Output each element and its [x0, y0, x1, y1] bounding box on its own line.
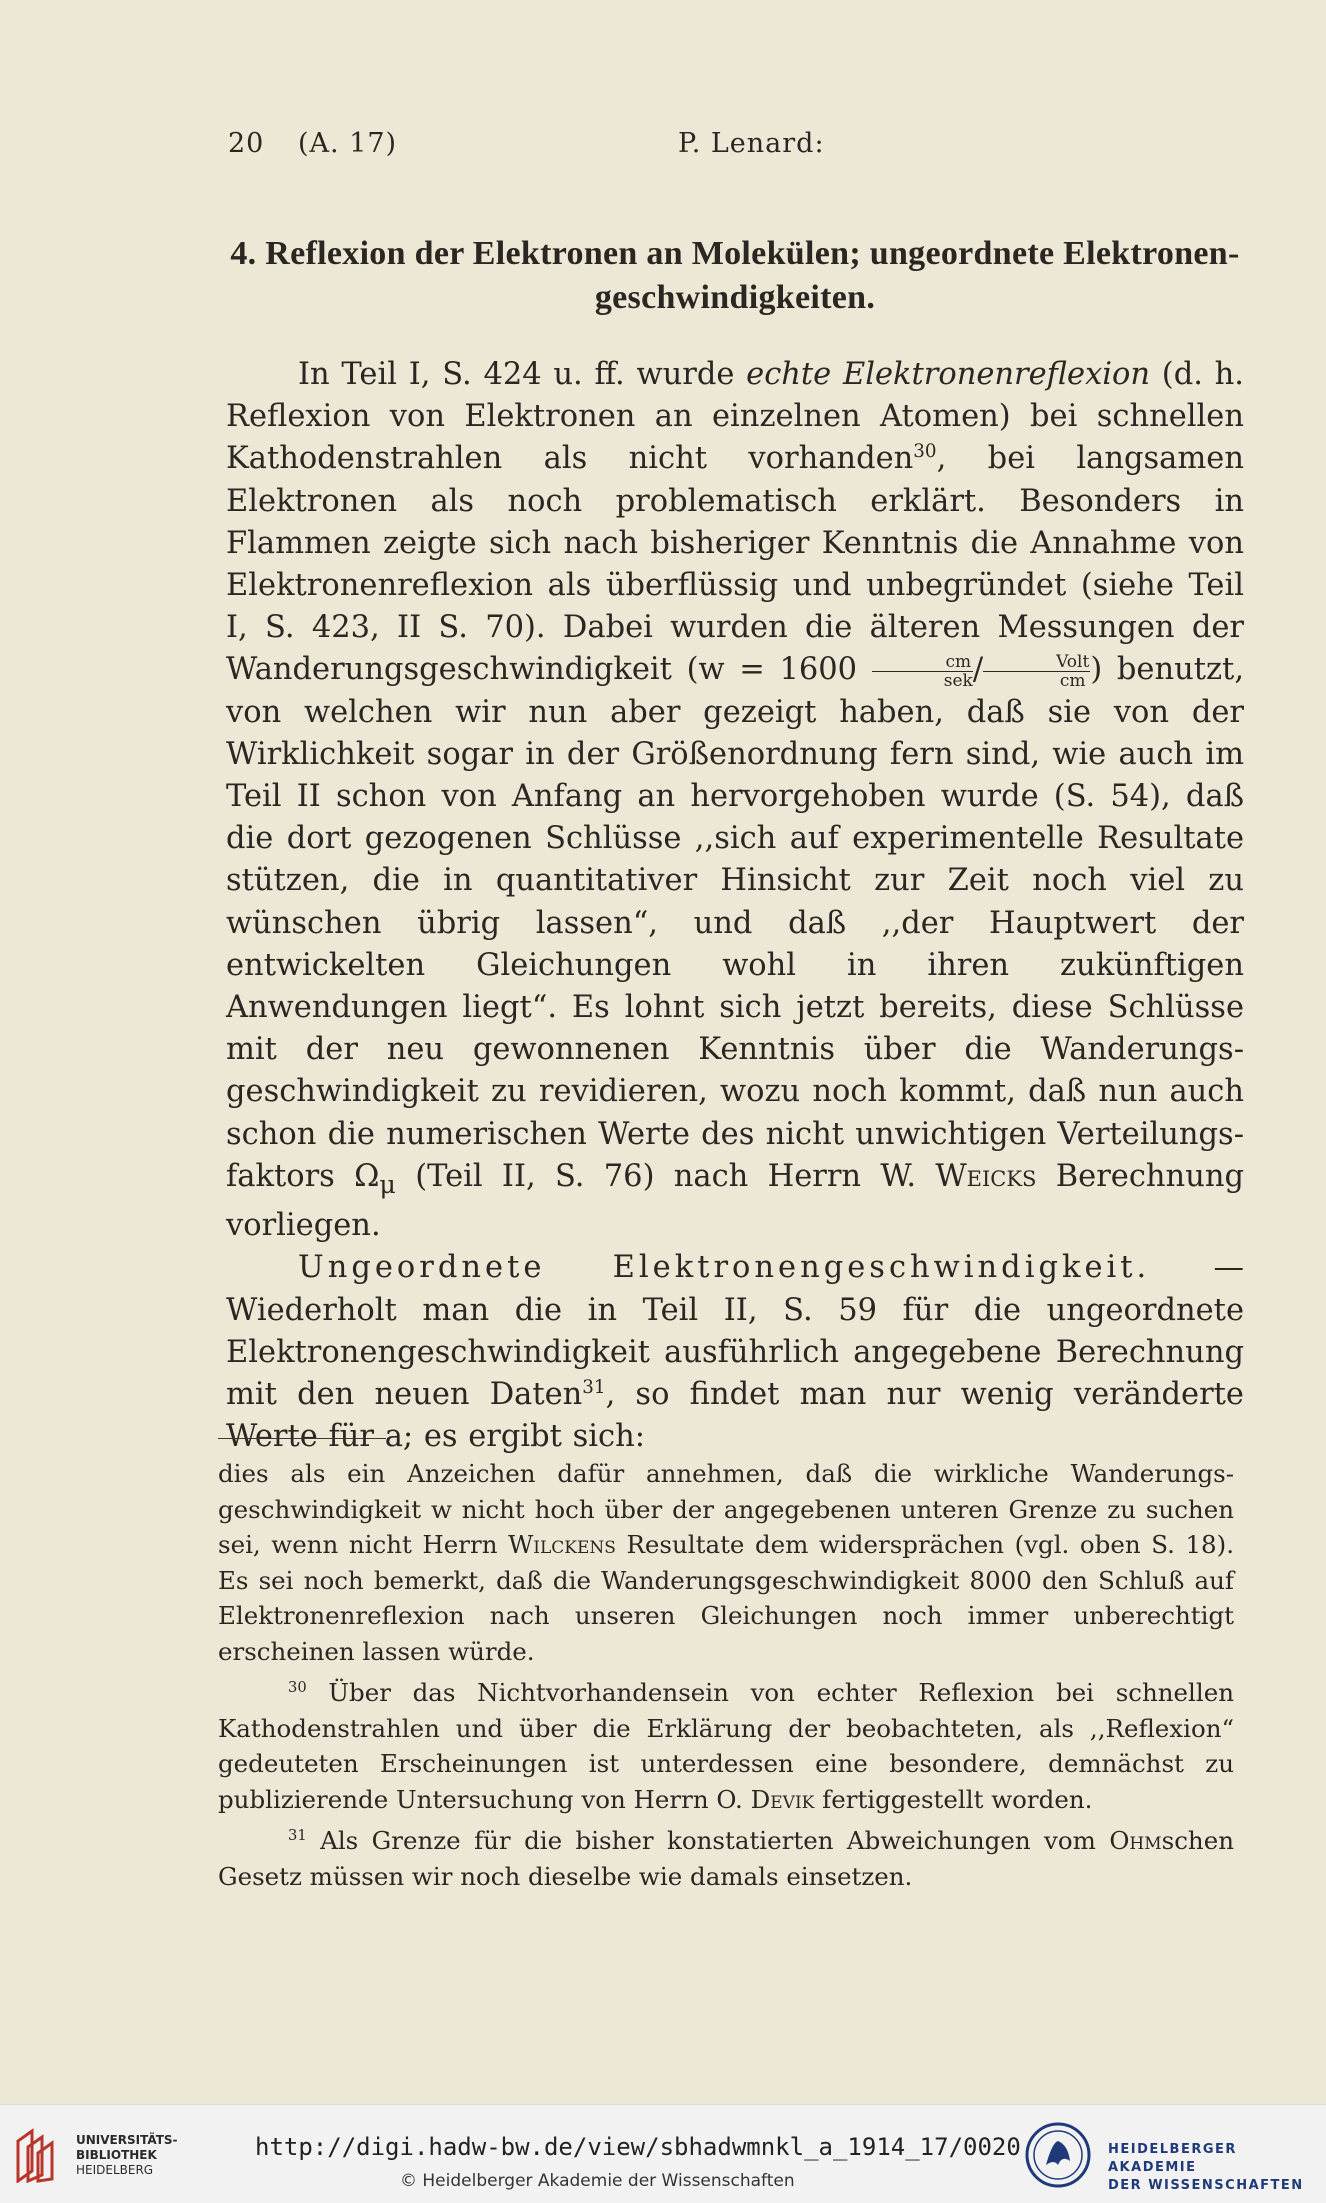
university-library-logo[interactable]	[14, 2127, 184, 2187]
running-author: P. Lenard:	[678, 128, 825, 159]
name-weick: Weicks	[935, 1158, 1037, 1194]
footnotes	[218, 1456, 1234, 1894]
library-logo-icon	[14, 2127, 54, 2183]
fraction-slash: /	[972, 652, 984, 688]
section-heading: 4. Reflexion der Elektronen an Molekülen; ungeordnete Elektronen-geschwindigkeiten.	[230, 235, 1240, 316]
page-number: 20	[228, 128, 265, 159]
page-reference: (A. 17)	[298, 128, 398, 159]
library-logo-text: UNIVERSITÄTS- BIBLIOTHEK HEIDELBERG	[76, 2133, 178, 2177]
text-run: , so findet man nur wenig veränderte Werte für a; es ergibt sich:	[226, 1376, 1244, 1455]
text-run: (Teil II, S. 76) nach Herrn W.	[395, 1158, 936, 1194]
name-wilckens: Wilckens	[508, 1530, 616, 1559]
viewer-footer	[0, 2104, 1326, 2203]
academy-logo-text: HEIDELBERGER AKADEMIE DER WISSENSCHAFTEN	[1108, 2142, 1304, 2193]
footnote-31: $^{31}$ Als Grenze für die bisher konstatierten Abweichungen vom Ohmschen Gesetz müssen wir noch dieselbe wie damals einsetzen.	[218, 1826, 1234, 1891]
academy-logo[interactable]	[1024, 2117, 1324, 2195]
footnote-mark-31: 31	[288, 1826, 307, 1844]
paragraph-2	[226, 1247, 1244, 1458]
footnote-30: $^{30}$ Über das Nichtvorhandensein von echter Reflexion bei schnellen Kathodenstrahlen und über die Erklärung der beobachteten, als ,,Reflexion“ gedeuteten Erscheinungen ist unterdessen eine besondere, demnächst zu publizierende Untersuchung von Herrn O. Devik fertiggestellt worden.	[218, 1678, 1234, 1814]
text-run: — Wiederholt man die in Teil II, S. 59 für die ungeordnete Elektronengeschwindigkeit ausführlich angegebene Berechnung mit den neuen Daten	[226, 1250, 1244, 1412]
paragraph-1	[226, 354, 1244, 1247]
footnote-ref-30[interactable]: 30	[913, 441, 937, 463]
fraction-cm-sek: $\frac{cm}{\text{sek}}$	[872, 653, 973, 690]
permalink-url[interactable]: http://digi.hadw-bw.de/view/sbhadwmnkl_a_1914_17/0020	[255, 2133, 1021, 2161]
footnote-rule	[218, 1438, 386, 1439]
footnote-continuation: dies als ein Anzeichen dafür annehmen, daß die wirkliche Wanderungsgeschwindigkeit w nicht hoch über der angegebenen unteren Grenze zu suchen sei, wenn nicht Herrn Wilckens Resultate dem widersprächen (vgl. oben S. 18). Es sei noch bemerkt, daß die Wanderungsgeschwindigkeit 8000 den Schluß auf Elektronenreflexion nach unseren Gleichungen noch immer unberechtigt erscheinen lassen würde.	[218, 1459, 1234, 1666]
text-run: (d. h. Reflexion von Elektronen an einzelnen Atomen) bei schnellen Kathodenstrahlen als nicht vorhanden	[226, 357, 1244, 477]
omega-subscript: μ	[379, 1168, 396, 1199]
italic-term: echte Elektronenreflexion	[746, 357, 1151, 392]
fraction-volt-cm: $\frac{\text{Volt}}{cm}$	[983, 653, 1090, 690]
text-run: , bei langsamen Elektronen als noch problematisch erklärt. Besonders in Flammen zeigte sich nach bisheriger Kenntnis die Annahme von Elektronenreflexion als überflüssig und unbegründet (siehe Teil I, S. 423, II S. 70). Dabei wurden die älteren Messungen der Wanderungsgeschwindigkeit (w = 1600	[226, 441, 1244, 688]
text-run: In Teil I, S. 424 u. ff. wurde	[298, 357, 747, 392]
copyright-notice: © Heidelberger Akademie der Wissenschaften	[400, 2171, 795, 2191]
academy-seal-icon	[1024, 2121, 1092, 2189]
spaced-subheading: Ungeordnete Elektronengeschwindigkeit.	[298, 1250, 1151, 1286]
text-run: ) benutzt, von welchen wir nun aber gezeigt haben, daß sie von der Wirklichkeit sogar in der Größenordnung fern sind, wie auch im Teil II schon von Anfang an hervorgehoben wurde (S. 54), daß die dort gezogenen Schlüsse ,,sich auf experimentelle Resultate stützen, die in quantitativer Hinsicht zur Zeit noch viel zu wünschen übrig lassen“, und daß ,,der Hauptwert der entwickelten Gleichungen wohl in ihren zukünftigen Anwendungen liegt“. Es lohnt sich jetzt bereits, diese Schlüsse mit der neu gewonnenen Kenntnis über die Wanderungsgeschwindigkeit zu revidieren, wozu noch kommt, daß nun auch schon die numerischen Werte des nicht unwichtigen Verteilungsfaktors Ω	[226, 652, 1245, 1194]
name-ohm: Ohm	[1109, 1826, 1162, 1855]
text-run: Berechnung vorliegen.	[226, 1158, 1245, 1244]
footnote-ref-31[interactable]: 31	[582, 1376, 606, 1398]
body-text	[226, 354, 1244, 1458]
footnote-mark-30: 30	[288, 1678, 307, 1696]
name-devik: Devik	[750, 1784, 815, 1814]
